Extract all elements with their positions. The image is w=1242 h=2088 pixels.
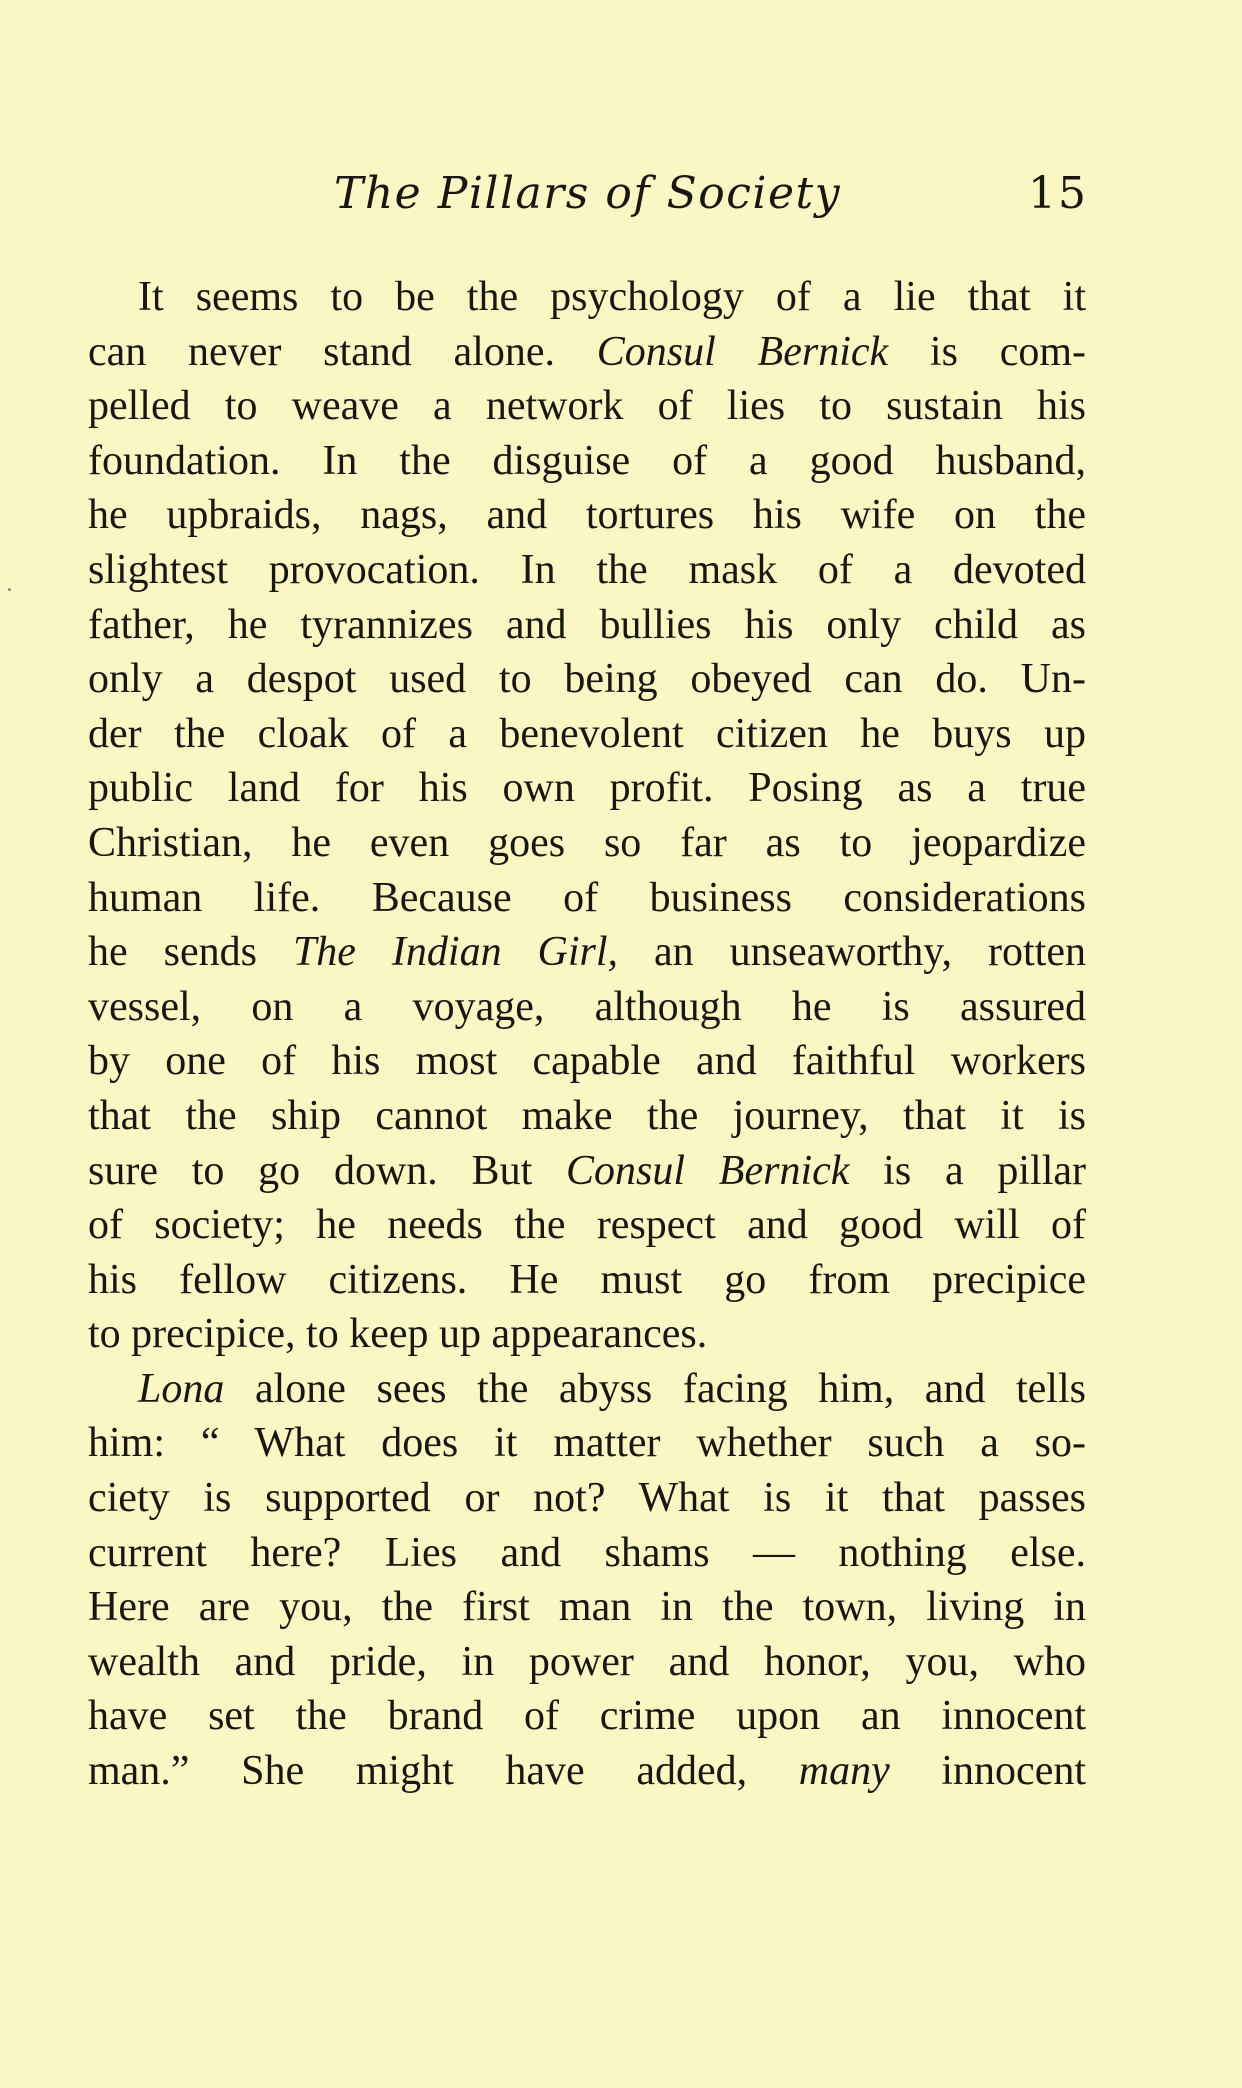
text-segment: that the ship cannot make the journey, that it is xyxy=(88,1092,1086,1139)
text-segment: sure to go down. But xyxy=(88,1147,567,1194)
text-line xyxy=(88,270,1086,325)
scan-speck xyxy=(8,588,11,591)
text-line xyxy=(88,1526,1086,1581)
text-segment: innocent xyxy=(889,1748,1086,1795)
text-line xyxy=(88,325,1086,380)
text-line xyxy=(88,925,1086,980)
text-segment: Christian, he even goes so far as to jeopardize xyxy=(88,819,1086,866)
text-line xyxy=(88,1198,1086,1253)
text-line xyxy=(88,1362,1086,1417)
text-segment: his fellow citizens. He must go from precipice xyxy=(88,1256,1086,1303)
text-segment: wealth and pride, in power and honor, you, who xyxy=(88,1638,1086,1685)
italic-phrase: many xyxy=(798,1748,890,1795)
text-segment: is a pillar xyxy=(849,1147,1087,1194)
italic-phrase: Consul Bernick xyxy=(596,328,889,375)
text-segment: vessel, on a voyage, although he is assured xyxy=(88,983,1086,1030)
text-segment: ciety is supported or not? What is it that passes xyxy=(88,1475,1086,1522)
text-segment: an unseaworthy, rotten xyxy=(618,929,1086,976)
text-segment: Here are you, the first man in the town, living in xyxy=(88,1584,1086,1631)
text-line xyxy=(88,598,1086,653)
text-line xyxy=(88,1635,1086,1690)
text-segment: current here? Lies and shams — nothing else. xyxy=(88,1529,1086,1576)
text-segment: man.” She might have added, xyxy=(88,1748,799,1795)
text-line xyxy=(88,871,1086,926)
text-segment: can never stand alone. xyxy=(88,328,597,375)
text-line xyxy=(88,1089,1086,1144)
text-segment: he upbraids, nags, and tortures his wife on the xyxy=(88,492,1086,539)
text-segment: human life. Because of business considerations xyxy=(88,874,1086,921)
text-segment: It seems to be the psychology of a lie that it xyxy=(138,274,1086,320)
text-line xyxy=(88,488,1086,543)
text-line xyxy=(88,543,1086,598)
body-text xyxy=(88,270,1086,1799)
text-segment: is com- xyxy=(888,328,1087,375)
text-line xyxy=(88,707,1086,762)
text-segment: slightest provocation. In the mask of a devoted xyxy=(88,546,1086,593)
text-line xyxy=(88,1416,1086,1471)
text-segment: public land for his own profit. Posing as a true xyxy=(88,765,1086,812)
text-line xyxy=(88,1580,1086,1635)
text-line xyxy=(88,1034,1086,1089)
text-line xyxy=(88,1744,1086,1799)
text-segment: him: “ What does it matter whether such a so- xyxy=(88,1420,1086,1467)
text-line xyxy=(88,379,1086,434)
italic-phrase: Consul Bernick xyxy=(566,1147,850,1194)
italic-phrase: The Indian Girl, xyxy=(292,929,619,976)
text-segment: alone sees the abyss facing him, and tells xyxy=(224,1365,1086,1412)
text-line xyxy=(88,652,1086,707)
text-line xyxy=(88,816,1086,871)
text-segment: only a despot used to being obeyed can do. Un- xyxy=(88,656,1086,703)
text-line xyxy=(88,1307,1086,1362)
text-line xyxy=(88,434,1086,489)
text-line xyxy=(88,761,1086,816)
text-segment: have set the brand of crime upon an innocent xyxy=(88,1693,1086,1740)
text-line xyxy=(88,1253,1086,1308)
italic-phrase: Lona xyxy=(138,1365,225,1412)
running-head xyxy=(88,168,1088,228)
text-line xyxy=(88,980,1086,1035)
running-title: The Pillars of Society xyxy=(334,168,842,219)
text-line xyxy=(88,1471,1086,1526)
text-segment: foundation. In the disguise of a good husband, xyxy=(88,437,1086,484)
page-number: 15 xyxy=(1028,168,1088,219)
text-segment: he sends xyxy=(88,929,293,976)
text-segment: father, he tyrannizes and bullies his only child as xyxy=(88,601,1086,648)
text-segment: der the cloak of a benevolent citizen he buys up xyxy=(88,710,1086,757)
text-line xyxy=(88,1689,1086,1744)
text-segment: by one of his most capable and faithful workers xyxy=(88,1038,1086,1085)
text-segment: to precipice, to keep up appearances. xyxy=(88,1311,708,1358)
text-segment: of society; he needs the respect and good will of xyxy=(88,1202,1086,1249)
text-line xyxy=(88,1144,1086,1199)
text-segment: pelled to weave a network of lies to sustain his xyxy=(88,383,1086,430)
